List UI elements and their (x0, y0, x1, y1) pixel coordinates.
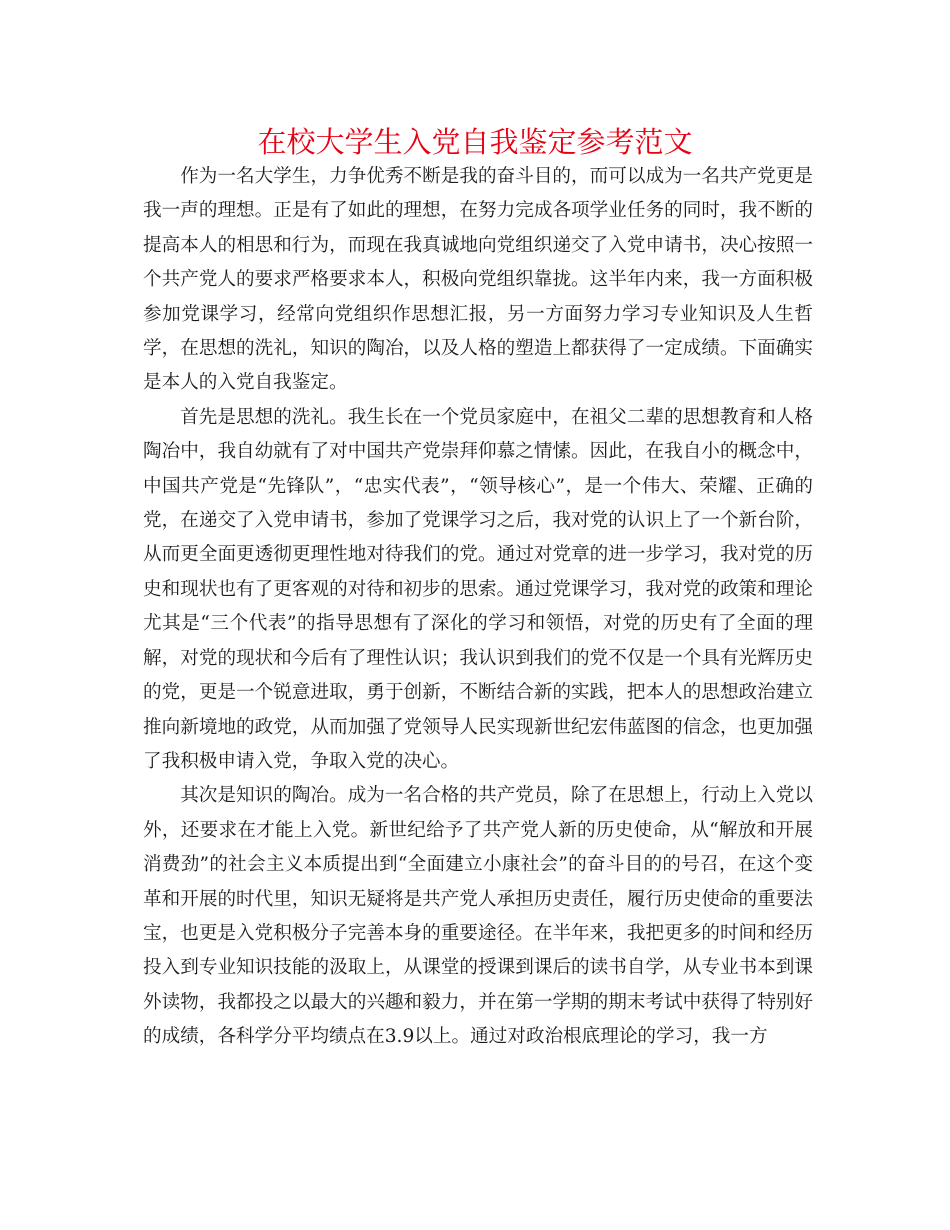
paragraph: 其次是知识的陶冶。成为一名合格的共产党员，除了在思想上，行动上入党以外，还要求在才能上入党。新世纪给予了共产党人新的历史使命，从“解放和开展消费劲”的社会主义本质提出到“全面建立小康社会”的奋斗目的的号召，在这个变革和开展的时代里，知识无疑将是共产党人承担历史责任，履行历史使命的重要法宝，也更是入党积极分子完善本身的重要途径。在半年来，我把更多的时间和经历投入到专业知识技能的汲取上，从课堂的授课到课后的读书自学，从专业书本到课外读物，我都投之以最大的兴趣和毅力，并在第一学期的期末考试中获得了特别好的成绩，各科学分平均绩点在3.9以上。通过对政治根底理论的学习，我一方 (143, 785, 813, 1048)
document-title: 在校大学生入党自我鉴定参考范文 (257, 125, 693, 159)
paragraph: 首先是思想的洗礼。我生长在一个党员家庭中，在祖父二辈的思想教育和人格陶冶中，我自幼就有了对中国共产党崇拜仰慕之情愫。因此，在我自小的概念中，中国共产党是“先锋队”，“忠实代表”，“领导核心”，是一个伟大、荣耀、正确的党，在递交了入党申请书，参加了党课学习之后，我对党的认识上了一个新台阶，从而更全面更透彻更理性地对待我们的党。通过对党章的进一步学习，我对党的历史和现状也有了更客观的对待和初步的思索。通过党课学习，我对党的政策和理论尤其是“三个代表”的指导思想有了深化的学习和领悟，对党的历史有了全面的理解，对党的现状和今后有了理性认识；我认识到我们的党不仅是一个具有光辉历史的党，更是一个锐意进取，勇于创新，不断结合新的实践，把本人的思想政治建立推向新境地的政党，从而加强了党领导人民实现新世纪宏伟蓝图的信念，也更加强了我积极申请入党，争取入党的决心。 (143, 406, 813, 772)
document-body (143, 160, 813, 1055)
paragraph: 作为一名大学生，力争优秀不断是我的奋斗目的，而可以成为一名共产党更是我一声的理想。正是有了如此的理想，在努力完成各项学业任务的同时，我不断的提高本人的相思和行为，而现在我真诚地向党组织递交了入党申请书，决心按照一个共产党人的要求严格要求本人，积极向党组织靠拢。这半年内来，我一方面积极参加党课学习，经常向党组织作思想汇报，另一方面努力学习专业知识及人生哲学，在思想的洗礼，知识的陶冶，以及人格的塑造上都获得了一定成绩。下面确实是本人的入党自我鉴定。 (143, 166, 813, 394)
